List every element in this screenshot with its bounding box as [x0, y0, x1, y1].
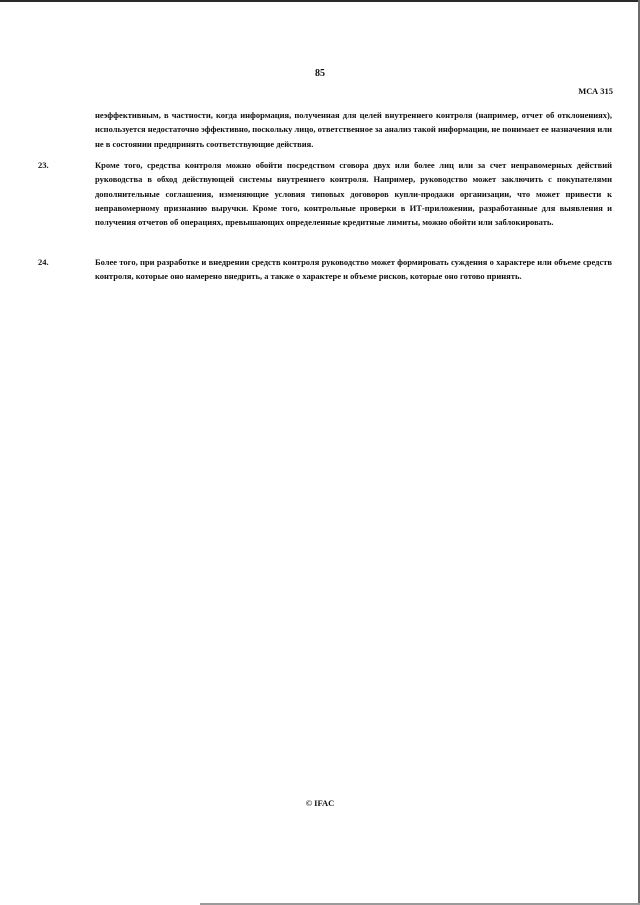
document-code: МСА 315 [578, 86, 613, 96]
paragraph-24 [38, 255, 612, 284]
page-number: 85 [315, 68, 325, 79]
footer-copyright: © IFAC [305, 798, 335, 808]
paragraph-text: Кроме того, средства контроля можно обойти посредством сговора двух или более лиц или за счет неправомерных действий руководства в обход действующей системы внутреннего контроля. Например, руководство может заключить с покупателями дополнительные соглашения, изменяющие условия типовых договоров купли-продажи организации, что может привести к неправомерному признанию выручки. Кроме того, контрольные проверки в ИТ-приложении, разработанные для выявления и получения отчетов об операциях, превышающих определенные кредитные лимиты, можно обойти или заблокировать. [95, 160, 612, 228]
paragraph-23 [38, 158, 612, 229]
paragraph-text: Более того, при разработке и внедрении средств контроля руководство может формировать суждения о характере или объеме средств контроля, которые оно намерено внедрить, а также о характере и объеме рисков, которые оно готово принять. [95, 257, 612, 282]
scan-edge-top [0, 0, 640, 2]
paragraph-text: неэффективным, в частности, когда информация, полученная для целей внутреннего контроля (например, отчет об отклонениях), используется недостаточно эффективно, поскольку лицо, ответственное за анализ такой информации, не понимает ее назначения или не в состоянии предпринять соответствующие действия. [95, 110, 612, 149]
paragraph-continued [95, 108, 612, 151]
paragraph-number: 23. [38, 160, 49, 170]
paragraph-number: 24. [38, 257, 49, 267]
